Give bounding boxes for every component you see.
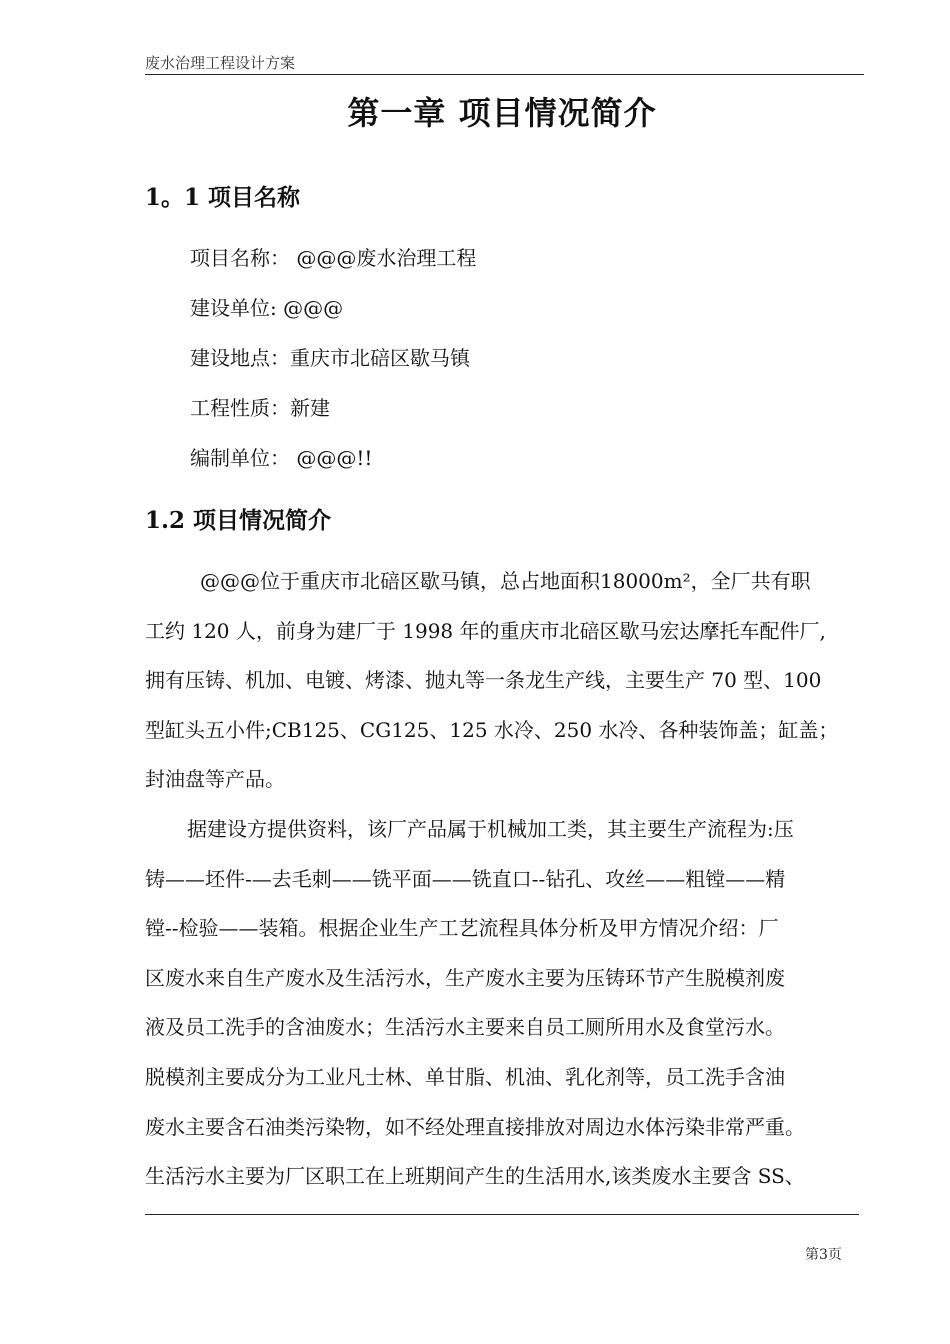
body-line: 拥有压铸、机加、电镀、烤漆、抛丸等一条龙生产线，主要生产 70 型、100 bbox=[145, 668, 822, 693]
body-line: 封油盘等产品。 bbox=[145, 767, 285, 792]
body-line: 型缸头五小件;CB125、CG125、125 水冷、250 水冷、各种装饰盖；缸盖； bbox=[145, 717, 839, 742]
field-project-nature: 工程性质：新建 bbox=[190, 396, 330, 420]
body-line: 生活污水主要为厂区职工在上班期间产生的生活用水,该类废水主要含 SS、 bbox=[145, 1164, 805, 1189]
field-construction-site: 建设地点：重庆市北碚区歇马镇 bbox=[190, 346, 470, 370]
body-line: 镗--检验——装箱。根据企业生产工艺流程具体分析及甲方情况介绍：厂 bbox=[145, 916, 779, 941]
page-header bbox=[145, 52, 864, 75]
body-line: 区废水来自生产废水及生活污水，生产废水主要为压铸环节产生脱模剂废 bbox=[145, 965, 785, 990]
field-construction-unit: 建设单位: @@@ bbox=[190, 296, 344, 320]
field-compiling-unit: 编制单位： @@@!! bbox=[190, 446, 373, 470]
body-line: 据建设方提供资料，该厂产品属于机械加工类，其主要生产流程为:压 bbox=[187, 816, 794, 841]
field-project-name: 项目名称： @@@废水治理工程 bbox=[190, 246, 477, 270]
body-line: 铸——坯件-—去毛刺——铣平面——铣直口--钻孔、攻丝——粗镗——精 bbox=[145, 866, 786, 891]
page-number: 第3页 bbox=[805, 1247, 842, 1263]
body-line: 废水主要含石油类污染物，如不经处理直接排放对周边水体污染非常严重。 bbox=[145, 1114, 805, 1139]
body-line: 工约 120 人，前身为建厂于 1998 年的重庆市北碚区歇马宏达摩托车配件厂, bbox=[145, 618, 826, 643]
footer-divider bbox=[145, 1214, 859, 1215]
body-line: @@@位于重庆市北碚区歇马镇，总占地面积18000m²，全厂共有职 bbox=[200, 569, 811, 593]
body-line: 脱模剂主要成分为工业凡士林、单甘脂、机油、乳化剂等，员工洗手含油 bbox=[145, 1064, 785, 1089]
body-line: 液及员工洗手的含油废水；生活污水主要来自员工厕所用水及食堂污水。 bbox=[145, 1015, 785, 1040]
overview-body bbox=[145, 557, 865, 1202]
header-title: 废水治理工程设计方案 bbox=[145, 54, 296, 72]
section-heading-overview: 1.2 项目情况简介 bbox=[145, 507, 332, 534]
chapter-title: 第一章 项目情况简介 bbox=[347, 94, 657, 132]
section-heading-project-name: 1。1 项目名称 bbox=[145, 184, 301, 211]
